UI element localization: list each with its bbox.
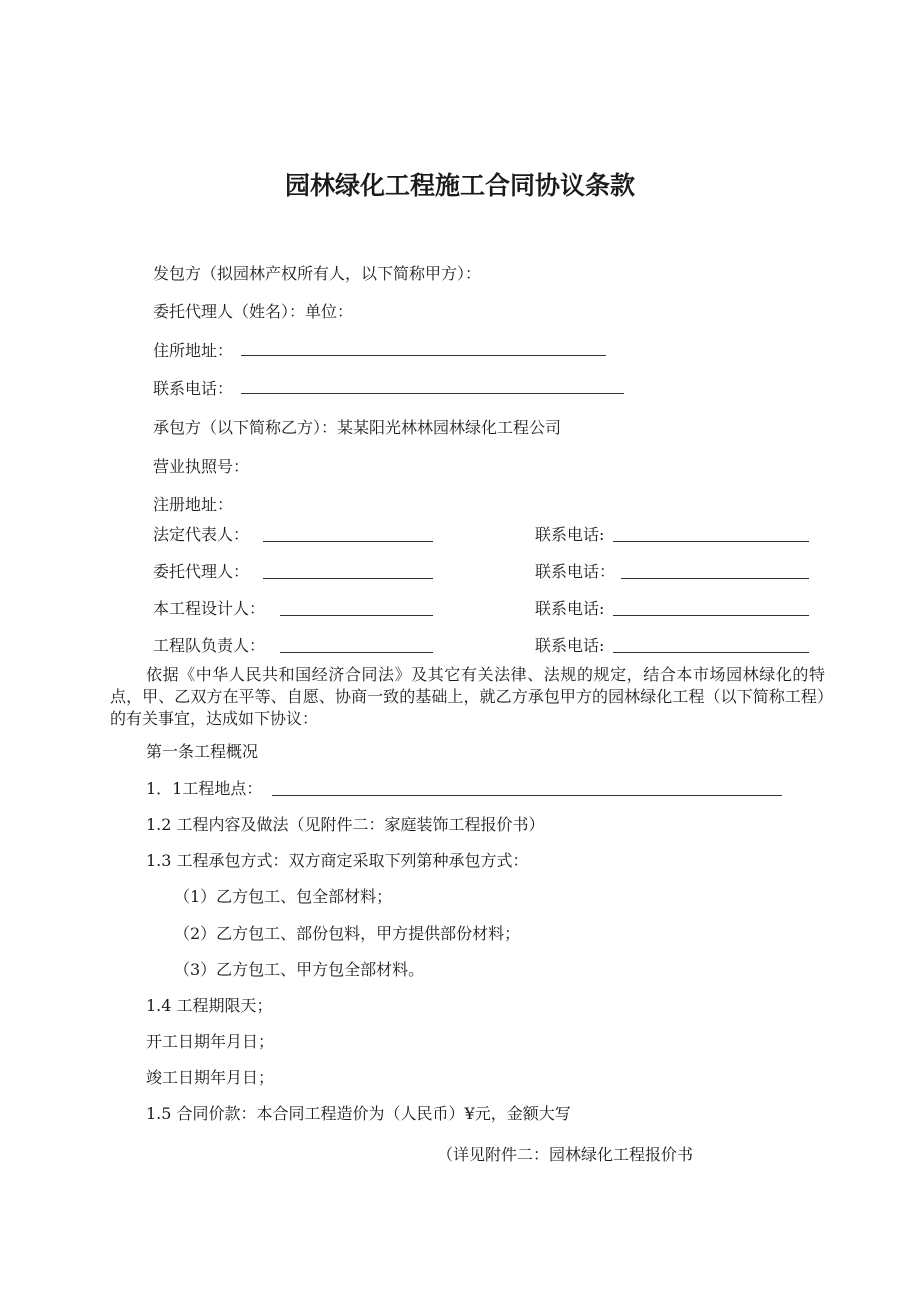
item-1-2-line: 1.2 工程内容及做法（见附件二：家庭装饰工程报价书） [146,815,545,834]
contact-role: 法定代表人： [153,525,250,544]
contact-role: 工程队负责人： [153,636,266,655]
phone-blank[interactable] [241,379,624,394]
contact-phone-label: 联系电话: [535,599,605,618]
reg-address-line: 注册地址： [153,495,234,514]
contact-phone-label: 联系电话: [535,636,605,655]
contact-phone-row [535,599,604,619]
contact-phone-row [535,525,604,545]
phone-row [153,379,624,399]
preamble-paragraph: 依据《中华人民共和国经济合同法》及其它有关法律、法规的规定，结合本市场园林绿化的特点，甲、乙双方在平等、自愿、协商一致的基础上，就乙方承包甲方的园林绿化工程（以下简称工程）的有关事宜，达成如下协议： [110,665,825,728]
contact-role: 本工程设计人： [153,599,266,618]
contact-row [153,525,249,545]
phone-label: 联系电话： [153,379,234,398]
address-label: 住所地址： [153,341,234,360]
contact-phone-row [535,562,615,582]
contact-phone-label: 联系电话： [535,562,616,581]
item-1-1-row [146,779,262,799]
option-item: （3）乙方包工、甲方包全部材料。 [174,960,425,979]
option-item: （1）乙方包工、包全部材料； [174,887,393,906]
agent-line: 委托代理人（姓名）：单位： [153,302,354,321]
start-date-line: 开工日期年月日； [146,1032,275,1051]
end-date-line: 竣工日期年月日； [146,1068,275,1087]
item-1-5-line: 1.5 合同价款：本合同工程造价为（人民币）¥元，金额大写 [146,1104,571,1123]
contact-row [153,599,265,619]
attachment-note: （详见附件二：园林绿化工程报价书 [437,1145,694,1164]
item-1-1-label: 1．1工程地点： [146,779,263,798]
contact-phone-blank[interactable] [621,564,809,579]
address-blank[interactable] [241,341,606,356]
contact-row [153,636,265,656]
contact-role-blank[interactable] [280,601,433,616]
document-title: 园林绿化工程施工合同协议条款 [284,171,635,200]
contact-phone-blank[interactable] [613,601,809,616]
contact-phone-blank[interactable] [613,638,809,653]
address-row [153,341,606,361]
option-item: （2）乙方包工、部份包料，甲方提供部份材料； [174,924,521,943]
employer-line: 发包方（拟园林产权所有人，以下简称甲方）： [153,264,482,283]
contact-role: 委托代理人： [153,562,250,581]
contact-role-blank[interactable] [263,564,433,579]
contact-role-blank[interactable] [280,638,433,653]
contact-phone-row [535,636,604,656]
item-1-4-line: 1.4 工程期限天； [146,996,273,1015]
contact-role-blank[interactable] [263,527,433,542]
contact-phone-blank[interactable] [613,527,809,542]
contractor-line: 承包方（以下简称乙方）：某某阳光林林园林绿化工程公司 [153,418,562,437]
item-1-3-line: 1.3 工程承包方式：双方商定采取下列第种承包方式： [146,851,529,870]
license-line: 营业执照号： [153,457,250,476]
article-1-heading: 第一条工程概况 [146,742,259,761]
contact-phone-label: 联系电话: [535,525,605,544]
contact-row [153,562,249,582]
site-location-blank[interactable] [272,781,782,796]
